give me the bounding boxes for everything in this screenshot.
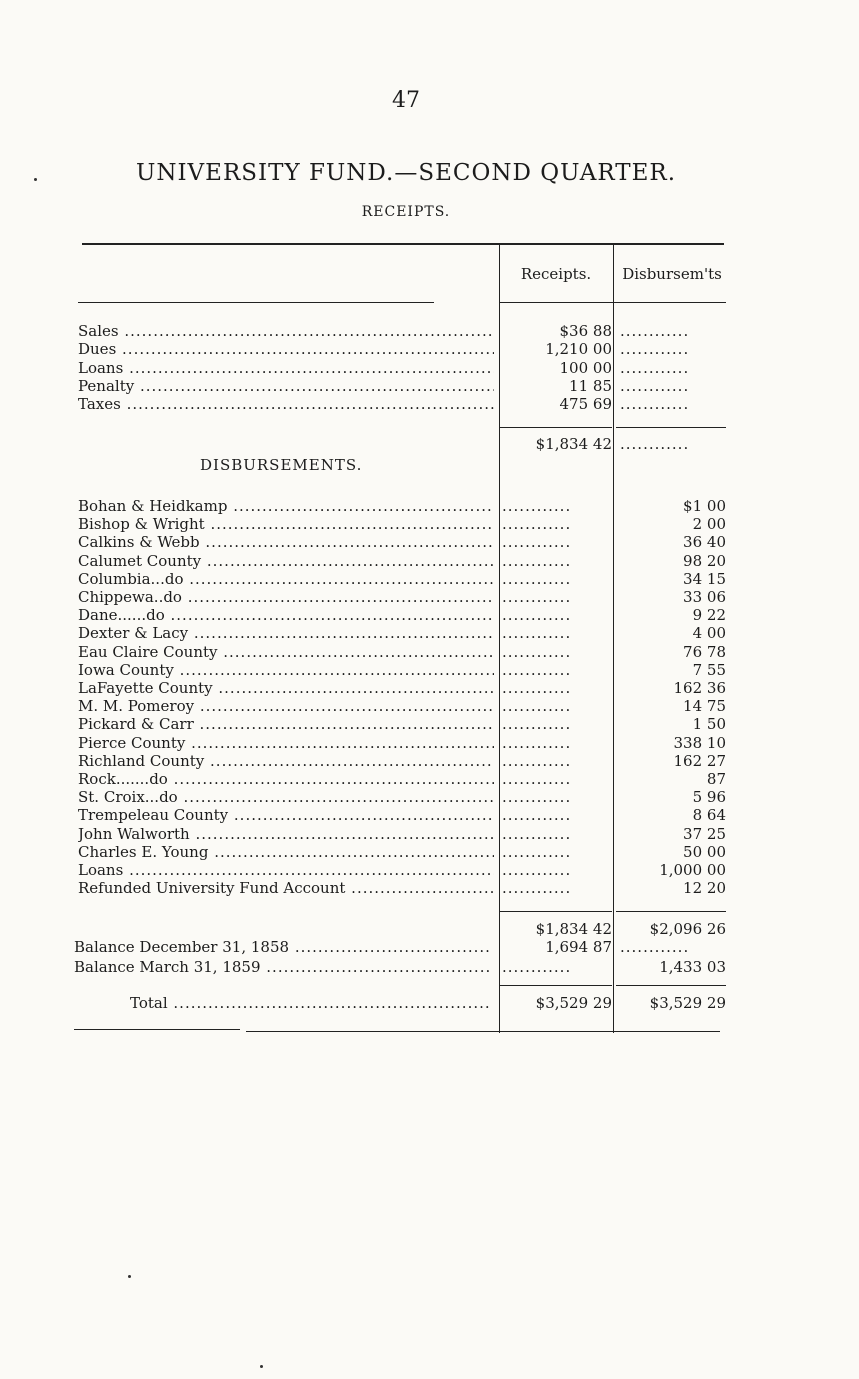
disbursement-item-receipt-filler: ............: [502, 824, 572, 843]
disbursement-item-label: Dane......do .....: [78, 606, 494, 624]
balance-december-filler: ............: [620, 938, 690, 956]
disbursement-item-label: Pickard & Carr .....: [78, 715, 494, 733]
disbursement-item-amount: 1 50: [692, 715, 726, 734]
disbursement-item-receipt-filler: ............: [502, 624, 572, 643]
receipt-item-label: Sales .....: [78, 322, 494, 340]
receipt-item-label: Dues .....: [78, 340, 494, 358]
balance-march-filler: ............: [502, 958, 572, 976]
disbursement-item-row: [0, 679, 859, 697]
disbursement-item-amount: 8 64: [692, 806, 726, 825]
disbursement-item-receipt-filler: ............: [502, 679, 572, 697]
receipts-column-header: Receipts.: [520, 265, 592, 283]
disbursement-item-amount: 2 00: [692, 515, 726, 534]
disbursement-item-receipt-filler: ............: [502, 497, 572, 515]
page-title: UNIVERSITY FUND.—SECOND QUARTER.: [135, 160, 677, 186]
disbursement-item-amount: 338 10: [673, 733, 726, 752]
disbursement-item-receipt-filler: ............: [502, 806, 572, 825]
receipt-item-disbursement-filler: ............: [620, 340, 690, 359]
disbursement-item-receipt-filler: ............: [502, 770, 572, 788]
disbursement-item-label: St. Croix...do .....: [78, 788, 494, 806]
receipt-item-receipt: 11 85: [569, 376, 612, 395]
disbursement-item-row: [0, 661, 859, 679]
disbursement-item-row: [0, 861, 859, 879]
disbursement-item-label: Columbia...do .....: [78, 570, 494, 588]
totals-rule-rec: [500, 911, 612, 912]
disbursement-item-amount: 5 96: [692, 788, 726, 807]
receipts-subtotal-row: [0, 435, 859, 453]
receipt-item-receipt: 475 69: [559, 395, 612, 414]
disbursement-item-label: M. M. Pomeroy .....: [78, 697, 494, 715]
disbursement-item-receipt-filler: ............: [502, 842, 572, 861]
disbursement-item-receipt-filler: ............: [502, 788, 572, 807]
balance-march-label: Balance March 31, 1859 .....: [74, 958, 490, 976]
disbursement-item-row: [0, 715, 859, 733]
receipts-subtotal-rule-rec: [500, 427, 612, 428]
disbursement-item-row: [0, 788, 859, 806]
disbursement-item-row: [0, 588, 859, 606]
disbursement-item-receipt-filler: ............: [502, 569, 572, 588]
disbursement-item-row: [0, 606, 859, 624]
disbursements-column-header: Disbursem'ts: [622, 265, 722, 283]
table-bottom-rule-left: [74, 1029, 240, 1030]
grand-total-rule-rec: [500, 985, 612, 986]
disbursement-item-label: John Walworth .....: [78, 825, 494, 843]
disbursement-item-amount: 33 06: [683, 588, 726, 606]
disbursement-item-receipt-filler: ............: [502, 697, 572, 716]
disbursement-item-label: Bohan & Heidkamp .....: [78, 497, 494, 515]
disbursement-item-label: Trempeleau County .....: [78, 806, 494, 824]
print-speck: [260, 1365, 263, 1368]
disbursement-item-receipt-filler: ............: [502, 751, 572, 770]
disbursement-item-row: [0, 806, 859, 824]
balance-december-value: 1,694 87: [545, 938, 612, 956]
disbursement-item-label: Bishop & Wright .....: [78, 515, 494, 533]
receipt-item-row: [0, 322, 859, 340]
disbursement-item-amount: 162 27: [673, 751, 726, 770]
disbursement-item-label: Charles E. Young .....: [78, 843, 494, 861]
totals-row: [0, 920, 859, 938]
disbursement-item-amount: 14 75: [683, 697, 726, 716]
disbursement-item-amount: 1,000 00: [659, 861, 726, 879]
disbursement-item-row: [0, 879, 859, 897]
receipt-item-receipt: 1,210 00: [545, 340, 612, 359]
grand-total-disbursements: $3,529 29: [649, 994, 726, 1012]
disbursement-item-amount: 9 22: [692, 606, 726, 625]
disbursement-item-label: Dexter & Lacy .....: [78, 624, 494, 642]
balance-december-row: [0, 938, 859, 956]
balance-march-row: [0, 958, 859, 976]
disbursement-item-label: Iowa County .....: [78, 661, 494, 679]
disbursement-item-receipt-filler: ............: [502, 588, 572, 606]
print-speck: [128, 1275, 131, 1278]
disbursement-item-row: [0, 697, 859, 715]
disbursement-item-row: [0, 734, 859, 752]
grand-total-rule-dis: [616, 985, 726, 986]
receipt-item-row: [0, 377, 859, 395]
disbursement-item-receipt-filler: ............: [502, 879, 572, 898]
balance-march-value: 1,433 03: [659, 958, 726, 976]
receipt-item-label: Loans .....: [78, 359, 494, 377]
disbursement-item-row: [0, 552, 859, 570]
receipt-item-label: Taxes .....: [78, 395, 494, 413]
disbursement-item-receipt-filler: ............: [502, 733, 572, 752]
disbursement-item-row: [0, 570, 859, 588]
disbursement-item-row: [0, 843, 859, 861]
disbursement-item-receipt-filler: ............: [502, 551, 572, 570]
disbursement-item-amount: 87: [706, 770, 726, 788]
disbursement-item-receipt-filler: ............: [502, 606, 572, 625]
totals-disbursements-value: $2,096 26: [649, 920, 726, 938]
print-speck: [34, 178, 37, 181]
disbursement-item-receipt-filler: ............: [502, 715, 572, 734]
disbursement-item-row: [0, 533, 859, 551]
disbursement-item-amount: 76 78: [683, 642, 726, 661]
disbursement-item-amount: 34 15: [683, 569, 726, 588]
disbursement-item-receipt-filler: ............: [502, 861, 572, 879]
disbursement-item-label: Chippewa..do .....: [78, 588, 494, 606]
disbursement-item-amount: 162 36: [673, 679, 726, 697]
disbursement-item-label: Calumet County .....: [78, 552, 494, 570]
disbursement-item-receipt-filler: ............: [502, 533, 572, 552]
receipt-item-label: Penalty .....: [78, 377, 494, 395]
table-bottom-rule-right: [246, 1031, 720, 1032]
page-number: 47: [392, 88, 420, 113]
totals-receipts-value: $1,834 42: [535, 920, 612, 938]
receipts-subtotal-value: $1,834 42: [535, 435, 612, 453]
receipt-item-receipt: $36 88: [559, 322, 612, 340]
header-bottom-rule-left: [78, 302, 434, 303]
subtotal-dis-filler: ............: [620, 435, 690, 453]
disbursement-item-label: Richland County .....: [78, 752, 494, 770]
disbursement-item-amount: 36 40: [683, 533, 726, 552]
disbursement-item-row: [0, 624, 859, 642]
disbursement-item-label: LaFayette County .....: [78, 679, 494, 697]
receipt-item-row: [0, 395, 859, 413]
totals-rule-dis: [616, 911, 726, 912]
balance-december-label: Balance December 31, 1858 .....: [74, 938, 490, 956]
disbursement-item-row: [0, 497, 859, 515]
grand-total-label: Total .....: [130, 994, 490, 1012]
disbursement-item-amount: 37 25: [683, 824, 726, 843]
disbursement-item-label: Loans .....: [78, 861, 494, 879]
disbursement-item-amount: 50 00: [683, 842, 726, 861]
disbursement-item-label: Pierce County .....: [78, 734, 494, 752]
receipt-item-row: [0, 359, 859, 377]
disbursement-item-label: Rock.......do .....: [78, 770, 494, 788]
grand-total-row: [0, 994, 859, 1012]
disbursement-item-receipt-filler: ............: [502, 660, 572, 679]
disbursement-item-row: [0, 825, 859, 843]
disbursement-item-row: [0, 643, 859, 661]
disbursement-item-receipt-filler: ............: [502, 515, 572, 534]
receipt-item-disbursement-filler: ............: [620, 376, 690, 395]
disbursement-item-amount: 12 20: [683, 879, 726, 898]
receipt-item-row: [0, 340, 859, 358]
disbursement-item-label: Calkins & Webb .....: [78, 533, 494, 551]
disbursement-item-amount: 98 20: [683, 551, 726, 570]
receipts-heading: RECEIPTS.: [361, 204, 451, 220]
disbursement-item-amount: 7 55: [692, 660, 726, 679]
receipt-item-disbursement-filler: ............: [620, 358, 690, 377]
disbursement-item-amount: 4 00: [692, 624, 726, 643]
disbursement-item-row: [0, 515, 859, 533]
disbursement-item-row: [0, 752, 859, 770]
disbursement-item-label: Refunded University Fund Account .....: [78, 879, 494, 897]
disbursement-item-label: Eau Claire County .....: [78, 643, 494, 661]
receipt-item-receipt: 100 00: [559, 358, 612, 377]
receipt-item-disbursement-filler: ............: [620, 395, 690, 414]
table-top-rule: [82, 243, 724, 245]
receipts-subtotal-rule-dis: [616, 427, 726, 428]
disbursement-item-row: [0, 770, 859, 788]
receipt-item-disbursement-filler: ............: [620, 322, 690, 340]
disbursement-item-receipt-filler: ............: [502, 642, 572, 661]
disbursement-item-amount: $1 00: [683, 497, 726, 515]
grand-total-receipts: $3,529 29: [535, 994, 612, 1012]
disbursements-heading: DISBURSEMENTS.: [200, 456, 363, 474]
